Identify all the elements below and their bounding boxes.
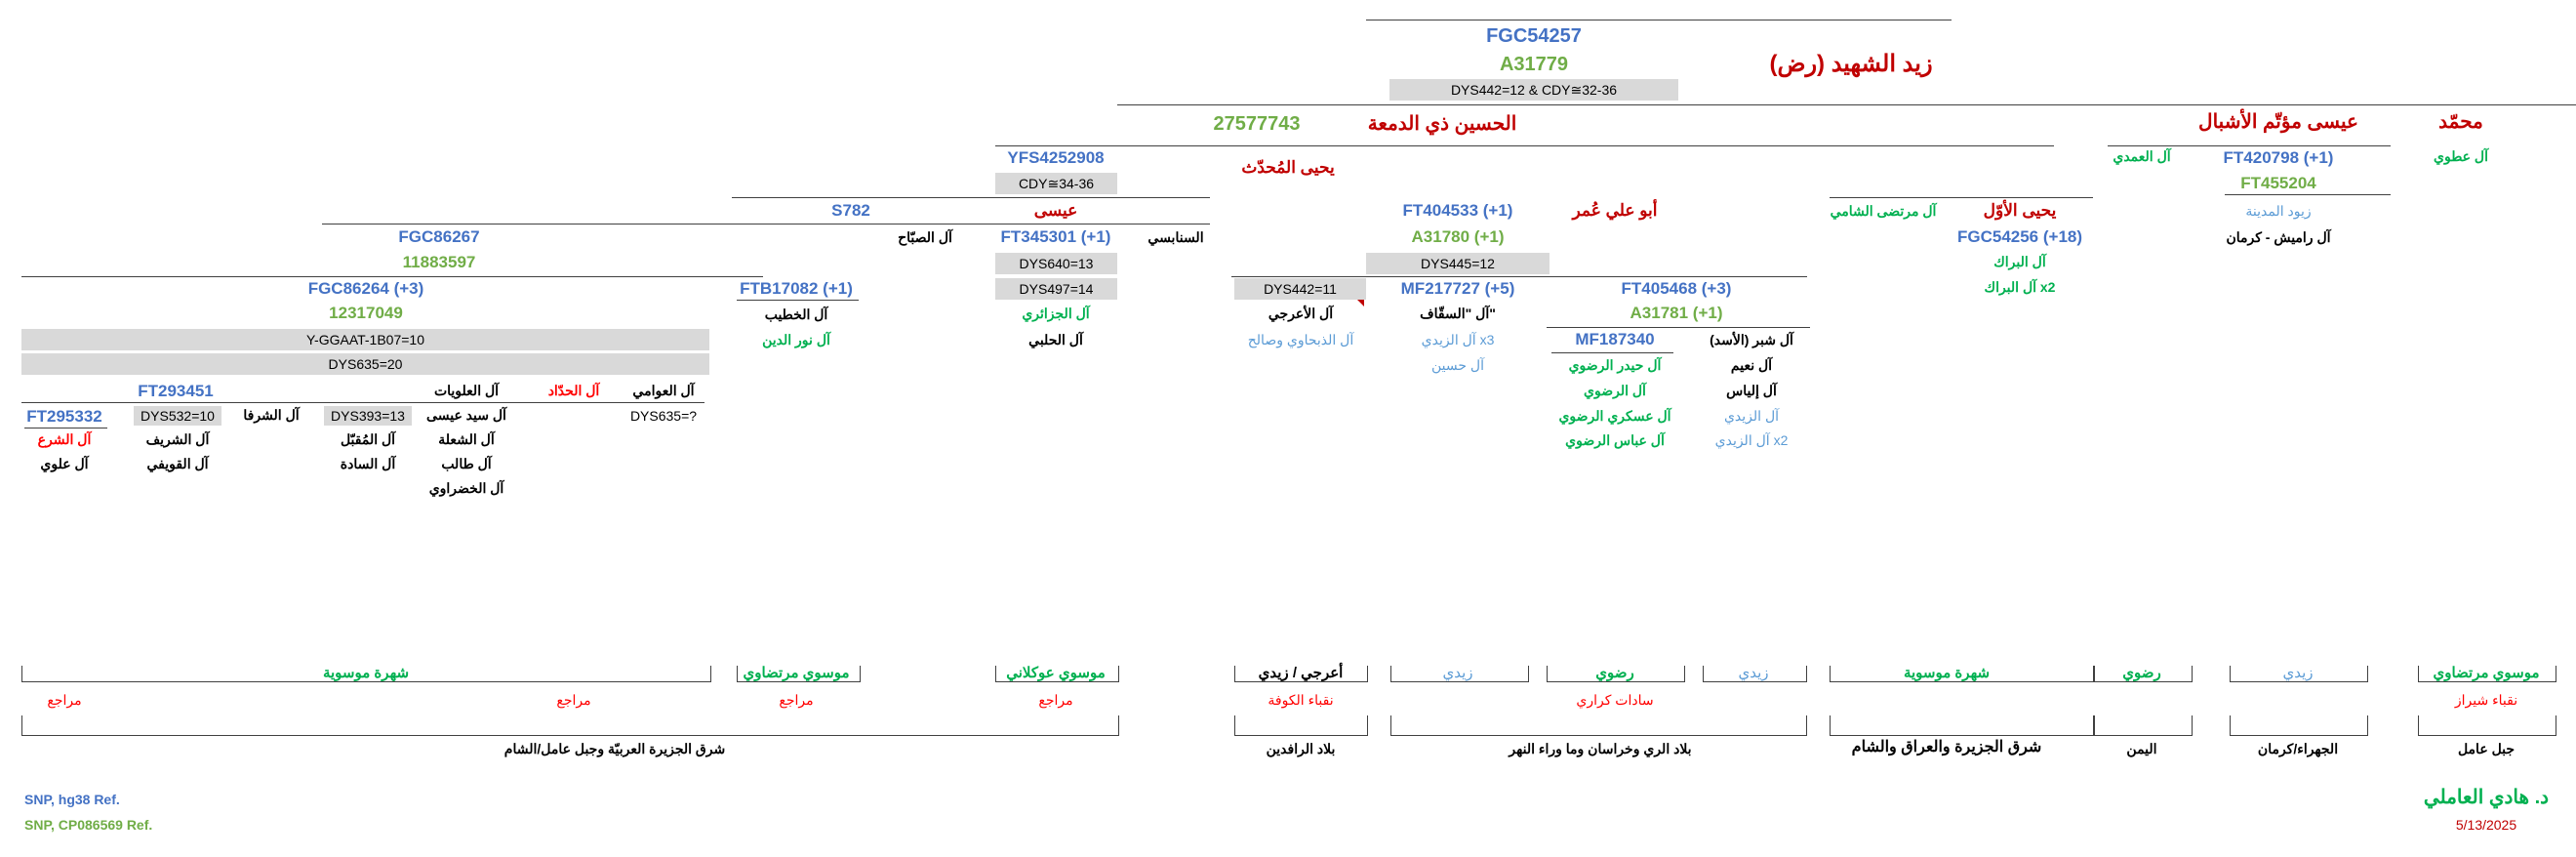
footer-author: د. هادي العاملي: [2423, 787, 2550, 808]
a31781-snp: A31781 (+1): [1630, 304, 1723, 322]
al-shubbar-family: آل شبر (الأسد): [1710, 332, 1793, 347]
dys442-11-str-box: DYS442=11: [1234, 278, 1366, 300]
dys532-str-box: DYS532=10: [134, 406, 221, 426]
dys497-str-box: DYS497=14: [995, 278, 1117, 300]
legend-murtadawi: موسوي مرتضاوي: [743, 665, 850, 681]
snp-11883597: 11883597: [402, 253, 476, 271]
ft293451-haplogroup: FT293451: [138, 382, 214, 400]
legend-awkalani: موسوي عوكلاني: [1006, 665, 1106, 681]
al-saqqaf-family: آل "السقّاف": [1420, 306, 1496, 321]
legend-murtadawi2: موسوي مرتضاوي: [2433, 665, 2540, 681]
s782-haplogroup: S782: [831, 201, 870, 220]
al-nur-din-family: آل نور الدين: [762, 332, 830, 347]
mf187340-haplogroup: MF187340: [1575, 330, 1655, 348]
note-nuqaba-shiraz: نقباء شيراز: [2454, 692, 2518, 708]
husayn-branch-line: [995, 145, 2054, 146]
ft345301-haplogroup: FT345301 (+1): [1000, 227, 1111, 246]
al-alawi-family: آل علوي: [40, 456, 89, 471]
al-araji-family: آل الأعرجي: [1268, 306, 1334, 321]
mf217727-haplogroup: MF217727 (+5): [1400, 279, 1515, 298]
footer-snp-cp: SNP, CP086569 Ref.: [24, 817, 153, 833]
sanabisi-family: السنابسي: [1147, 229, 1204, 245]
ft455204-underline: [2225, 194, 2391, 195]
al-shaala-family: آل الشعلة: [438, 431, 495, 447]
al-dhabhawi-family: آل الذبحاوي وصالح: [1247, 332, 1354, 347]
dys393-str-box: DYS393=13: [324, 406, 412, 426]
fgc86264-haplogroup: FGC86264 (+3): [307, 279, 424, 298]
al-jazairi-family: آل الجزائري: [1022, 306, 1090, 321]
yahya-awwal-name: يحيى الأوّل: [1983, 201, 2057, 220]
al-ramish-family: آل راميش - كرمان: [2226, 229, 2331, 245]
al-radawi-family: آل الرضوي: [1584, 383, 1646, 398]
fgc86267-line: [21, 276, 763, 277]
root-str-box: DYS442=12 & CDY≅32-36: [1389, 79, 1678, 101]
al-khadrawi-family: آل الخضراوي: [428, 480, 504, 496]
al-shurafa-family: آل الشرفا: [243, 407, 300, 423]
al-umaydi-family: آل العمدي: [2113, 148, 2171, 164]
isa2-name: عيسى: [1033, 201, 1078, 220]
legend-zaydi: زيدي: [1442, 665, 1473, 681]
legend-zaydi-b: زيدي: [1738, 665, 1769, 681]
region-bracket-yemen: [2093, 715, 2193, 736]
region-bracket-arab: [21, 715, 1119, 736]
mf187340-underline: [1551, 352, 1673, 353]
zuyud-madina-family: زيود المدينة: [2245, 203, 2312, 219]
legend-zaydi2: زيدي: [2282, 665, 2314, 681]
yahya-haplogroup: YFS4252908: [1007, 148, 1105, 167]
al-awwami-family: آل العوامي: [632, 383, 695, 398]
note-marajie-2: مراجع: [556, 692, 591, 708]
region-rayy: بلاد الري وخراسان وما وراء النهر: [1509, 741, 1692, 756]
snp-12317049: 12317049: [329, 304, 403, 322]
region-bracket-amil: [2418, 715, 2556, 736]
region-jahra: الجهراء/كرمان: [2257, 741, 2339, 756]
ft405468-haplogroup: FT405468 (+3): [1621, 279, 1732, 298]
al-sada-family: آل السادة: [340, 456, 396, 471]
al-ilyas-family: آل إلياس: [1726, 383, 1777, 398]
al-haddad-family: آل الحدّاد: [547, 383, 600, 398]
dys635-str-box: DYS635=20: [21, 353, 709, 375]
al-halabi-family: آل الحلبي: [1028, 332, 1083, 347]
legend-radawi: رضوي: [1595, 665, 1634, 681]
isa-name: عيسى مؤتّم الأشبال: [2198, 111, 2358, 133]
dys445-str-box: DYS445=12: [1366, 253, 1550, 274]
muhammad-name: محمّد: [2438, 111, 2483, 133]
al-husayn-family: آل حسين: [1431, 357, 1484, 373]
al-zaydi-x3-family: آل الزيدي x3: [1421, 332, 1495, 347]
legend-shuhra: شهرة موسوية: [322, 665, 410, 681]
a31780-snp: A31780 (+1): [1411, 227, 1505, 246]
ft293451-line: [21, 402, 704, 403]
abu-ali-umar-name: أبو علي عُمر: [1572, 201, 1658, 220]
region-yemen: اليمن: [2126, 741, 2157, 756]
al-askari-family: آل عسكري الرضوي: [1558, 408, 1671, 424]
al-naim-family: آل نعيم: [1730, 357, 1773, 373]
legend-shuhra2: شهرة موسوية: [1903, 665, 1991, 681]
isa-branch-line: [2108, 145, 2391, 146]
root-snp: A31779: [1499, 54, 1569, 75]
al-alawiyat-family: آل العلويات: [433, 383, 500, 398]
sabbah-family: آل الصبّاح: [898, 229, 952, 245]
fgc54256-haplogroup: FGC54256 (+18): [1956, 227, 2083, 246]
al-barrak-family: آل البراك: [1993, 254, 2046, 269]
fgc86267-haplogroup: FGC86267: [398, 227, 480, 246]
ft295332-haplogroup: FT295332: [26, 407, 102, 426]
gaat-str-box: Y-GGAAT-1B07=10: [21, 329, 709, 350]
footer-date: 5/13/2025: [2455, 817, 2517, 833]
note-marajie-3: مراجع: [779, 692, 814, 708]
region-bracket-rafidayn: [1234, 715, 1368, 736]
yahya-muhaddith-line: [732, 197, 1210, 198]
al-murtada-shami-family: آل مرتضى الشامي: [1830, 203, 1937, 219]
region-amil: جبل عامل: [2457, 741, 2516, 756]
note-marajie-1: مراجع: [47, 692, 82, 708]
husayn-name: الحسين ذي الدمعة: [1367, 113, 1517, 135]
region-bracket-jahra: [2230, 715, 2368, 736]
ft404533-haplogroup: FT404533 (+1): [1402, 201, 1513, 220]
al-shara-family: آل الشرع: [37, 431, 92, 447]
root-haplogroup: FGC54257: [1486, 25, 1582, 47]
note-marajie-4: مراجع: [1038, 692, 1073, 708]
comment-marker-icon: [1357, 300, 1364, 306]
dys635-unknown: DYS635=?: [629, 408, 698, 424]
root-branch-line: [1117, 104, 2576, 105]
al-haydar-family: آل حيدر الرضوي: [1568, 357, 1662, 373]
ft455204-snp: FT455204: [2240, 174, 2316, 192]
region-arab: شرق الجزيرة العربيّة وجبل عامل/الشام: [503, 741, 726, 756]
note-sadat-karari: سادات كراري: [1576, 692, 1654, 708]
al-muqbil-family: آل المُقبّل: [340, 431, 396, 447]
ftb17082-haplogroup: FTB17082 (+1): [740, 279, 853, 298]
ft405468-line: [1547, 327, 1810, 328]
root-name: زيد الشهيد (رض): [1769, 51, 1933, 77]
al-zaydi-x2-family: آل الزيدي x2: [1714, 432, 1789, 448]
yahya-str-box: CDY≅34-36: [995, 173, 1117, 194]
al-zaydi-family: آل الزيدي: [1723, 408, 1780, 424]
note-nuqaba-kufa: نقباء الكوفة: [1268, 692, 1334, 708]
al-quwaifi-family: آل القويفي: [146, 456, 209, 471]
right-branch-line: [1830, 197, 2093, 198]
legend-araji-zaydi: أعرجي / زيدي: [1258, 665, 1344, 681]
al-sayyid-isa-family: آل سيد عيسى: [426, 407, 506, 423]
region-bracket-iraq: [1830, 715, 2095, 736]
husayn-snp: 27577743: [1213, 113, 1301, 135]
region-bracket-rayy: [1390, 715, 1807, 736]
yahya-name: يحيى المُحدّث: [1241, 158, 1335, 177]
ft420798-haplogroup: FT420798 (+1): [2223, 148, 2334, 167]
legend-radawi2: رضوي: [2122, 665, 2161, 681]
al-sharif-family: آل الشريف: [145, 431, 210, 447]
al-atwi-family: آل عطوي: [2434, 148, 2488, 164]
al-talib-family: آل طالب: [441, 456, 492, 471]
footer-snp-hg38: SNP, hg38 Ref.: [24, 792, 120, 807]
al-barrak-x2-family: آل البراك x2: [1984, 279, 2056, 295]
al-khatib-family: آل الخطيب: [764, 306, 828, 322]
al-abbas-family: آل عباس الرضوي: [1565, 432, 1665, 448]
dys640-str-box: DYS640=13: [995, 253, 1117, 274]
region-rafidayn: بلاد الرافدين: [1266, 741, 1336, 756]
abu-ali-line: [1231, 276, 1807, 277]
region-iraq: شرق الجزيرة والعراق والشام: [1851, 739, 2042, 755]
ftb17082-underline: [737, 300, 859, 301]
